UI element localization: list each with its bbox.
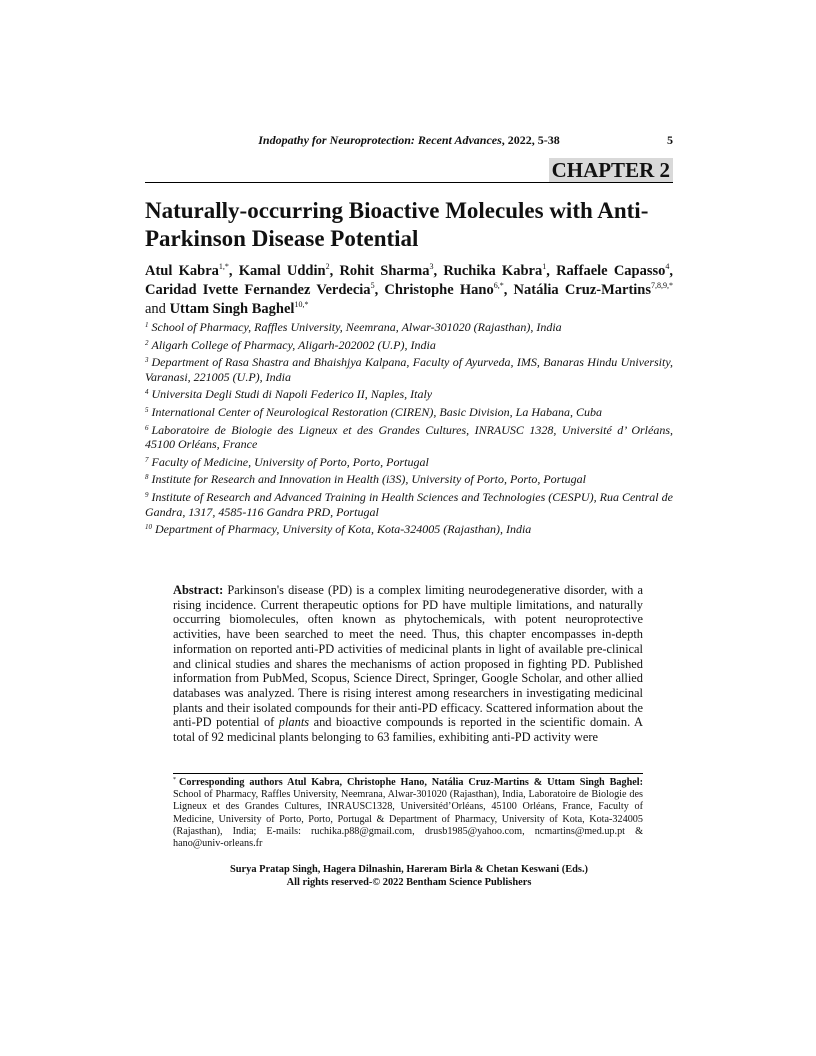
chapter-label: CHAPTER 2 [549,158,673,182]
author-name: Natália Cruz-Martins [513,282,652,298]
affiliation-item [145,355,673,384]
affiliation-text: Department of Pharmacy, University of Kota, Kota-324005 (Rajasthan), India [155,522,532,537]
author-separator: , [228,263,239,279]
author-affiliation-marker: 6,* [493,281,504,290]
affiliation-number: 1 [145,321,149,329]
affiliation-number: 3 [145,356,149,365]
editors-line: Surya Pratap Singh, Hagera Dilnashin, Hareram Birla & Chetan Keswani (Eds.) [229,864,588,875]
footnote-body: School of Pharmacy, Raffles University, Neemrana, Alwar-301020 (Rajasthan), India, Laboratoire de Biologie des Ligneux et des Grandes Cultures, INRAUSC1328, Universitéd’Orléans, 45100 Orléans, France, Faculty of Medicine, University of Porto, Porto, Portugal & Department of Pharmacy, University of Kota, Kota-324005 (Rajasthan), India; E-mails: ruchika.p88@gmail.com, drusb1985@yahoo.com, ncmartins@med.up.pt & hano@univ-orleans.fr [173,789,643,850]
affiliation-number: 2 [145,338,149,347]
affiliation-text: Institute for Research and Innovation in Health (i3S), University of Porto, Porto, Portugal [151,472,587,487]
author-name: Raffaele Capasso [556,263,666,279]
abstract-text-part2: and bioactive compounds is reported in the scientific domain. A total of 92 medicinal plants belonging to 63 families, exhibiting anti-PD activity were [173,715,644,745]
affiliation-item [145,522,673,537]
abstract [173,583,643,745]
abstract-label: Abstract: [173,583,224,597]
affiliation-item [145,490,673,519]
author-name: Kamal Uddin [238,263,326,279]
author-affiliation-marker: 10,* [294,300,309,309]
author-name: Christophe Hano [384,282,494,298]
affiliation-item [145,472,673,487]
affiliation-text: Faculty of Medicine, University of Porto, Porto, Portugal [151,454,429,469]
affiliation-text: Aligarh College of Pharmacy, Aligarh-202002 (U.P), India [151,337,436,352]
affiliation-list [145,320,673,540]
footnote-head: Corresponding authors Atul Kabra, Christophe Hano, Natália Cruz-Martins & Uttam Singh Baghel: [179,777,643,788]
affiliation-number: 9 [145,490,149,499]
author-affiliation-marker: 7,8,9,* [651,281,674,290]
footnote-marker: * [173,777,176,783]
footnote-divider [173,773,643,774]
affiliation-item [145,320,673,335]
author-name: Caridad Ivette Fernandez Verdecia [145,282,371,298]
header-divider [145,182,673,183]
author-separator: , [669,263,674,279]
author-affiliation-marker: 1,* [218,262,229,271]
affiliation-text: Laboratoire de Biologie des Ligneux et des Grandes Cultures, INRAUSC 1328, Université d’ Orléans, 45100 Orléans, France [145,422,673,452]
abstract-text-part1: Parkinson's disease (PD) is a complex limiting neurodegenerative disorder, with a rising incidence. Current therapeutic options for PD have multiple limitations, and naturally occurring biomolecules, often known as phytochemicals, with potent neuroprotective activities, have been searched to meet the need. Thus, this chapter encompasses in-depth information on reported anti-PD activities of medicinal plants in light of available pre-clinical and clinical studies and shares the mechanisms of action proposed in fighting PD. Published information from PubMed, Scopus, Science Direct, Springer, Google Scholar, and other allied databases was analyzed. There is rising interest among researchers in investigating medicinal plants and their isolated compounds for their anti-PD efficacy. Scattered information about the anti-PD potential of [173,583,643,730]
author-affiliation-marker: 5 [370,281,375,290]
rights-line: All rights reserved-© 2022 Bentham Science Publishers [286,876,532,888]
author-name: Rohit Sharma [339,263,430,279]
author-separator: and [145,301,170,317]
affiliation-text: Department of Rasa Shastra and Bhaishjya Kalpana, Faculty of Ayurveda, IMS, Banaras Hindu University, Varanasi, 221005 (U.P), India [145,355,673,384]
author-name: Uttam Singh Baghel [169,301,295,317]
affiliation-item [145,423,673,452]
author-list [145,262,673,319]
author-separator: , [374,282,385,298]
corresponding-footnote [173,777,643,850]
author-name: Ruchika Kabra [443,263,543,279]
author-separator: , [546,263,557,279]
journal-name: Indopathy for Neuroprotection: Recent Advances [258,133,502,147]
author-name: Atul Kabra [145,263,219,279]
affiliation-text: Institute of Research and Advanced Training in Health Sciences and Technologies (CESPU), Rua Central de Gandra, 1317, 4585-116 Gandra PRD, Portugal [145,489,673,519]
author-affiliation-marker: 1 [542,262,547,271]
affiliation-item [145,338,673,353]
affiliation-text: School of Pharmacy, Raffles University, Neemrana, Alwar-301020 (Rajasthan), India [151,320,562,334]
affiliation-item [145,405,673,420]
affiliation-number: 6 [145,423,149,432]
affiliation-number: 8 [145,473,149,482]
author-affiliation-marker: 2 [325,262,330,271]
chapter-title: Naturally-occurring Bioactive Molecules with Anti-Parkinson Disease Potential [145,198,649,251]
affiliation-number: 7 [145,455,149,464]
publisher-footer [145,864,673,889]
journal-year-pages: , 2022, 5-38 [501,133,560,147]
author-affiliation-marker: 4 [665,262,670,271]
author-separator: , [433,263,444,279]
affiliation-text: International Center of Neurological Restoration (CIREN), Basic Division, La Habana, Cuba [151,404,603,419]
affiliation-item [145,387,673,402]
abstract-italic-word: plants [278,715,310,730]
affiliation-number: 5 [145,405,149,414]
author-separator: , [503,282,514,298]
affiliation-item [145,455,673,470]
author-affiliation-marker: 3 [429,262,434,271]
page-number: 5 [667,133,673,147]
affiliation-text: Universita Degli Studi di Napoli Federico II, Naples, Italy [151,387,433,402]
author-separator: , [329,263,340,279]
affiliation-number: 4 [145,388,149,397]
affiliation-number: 10 [145,523,152,532]
running-title [145,133,673,148]
